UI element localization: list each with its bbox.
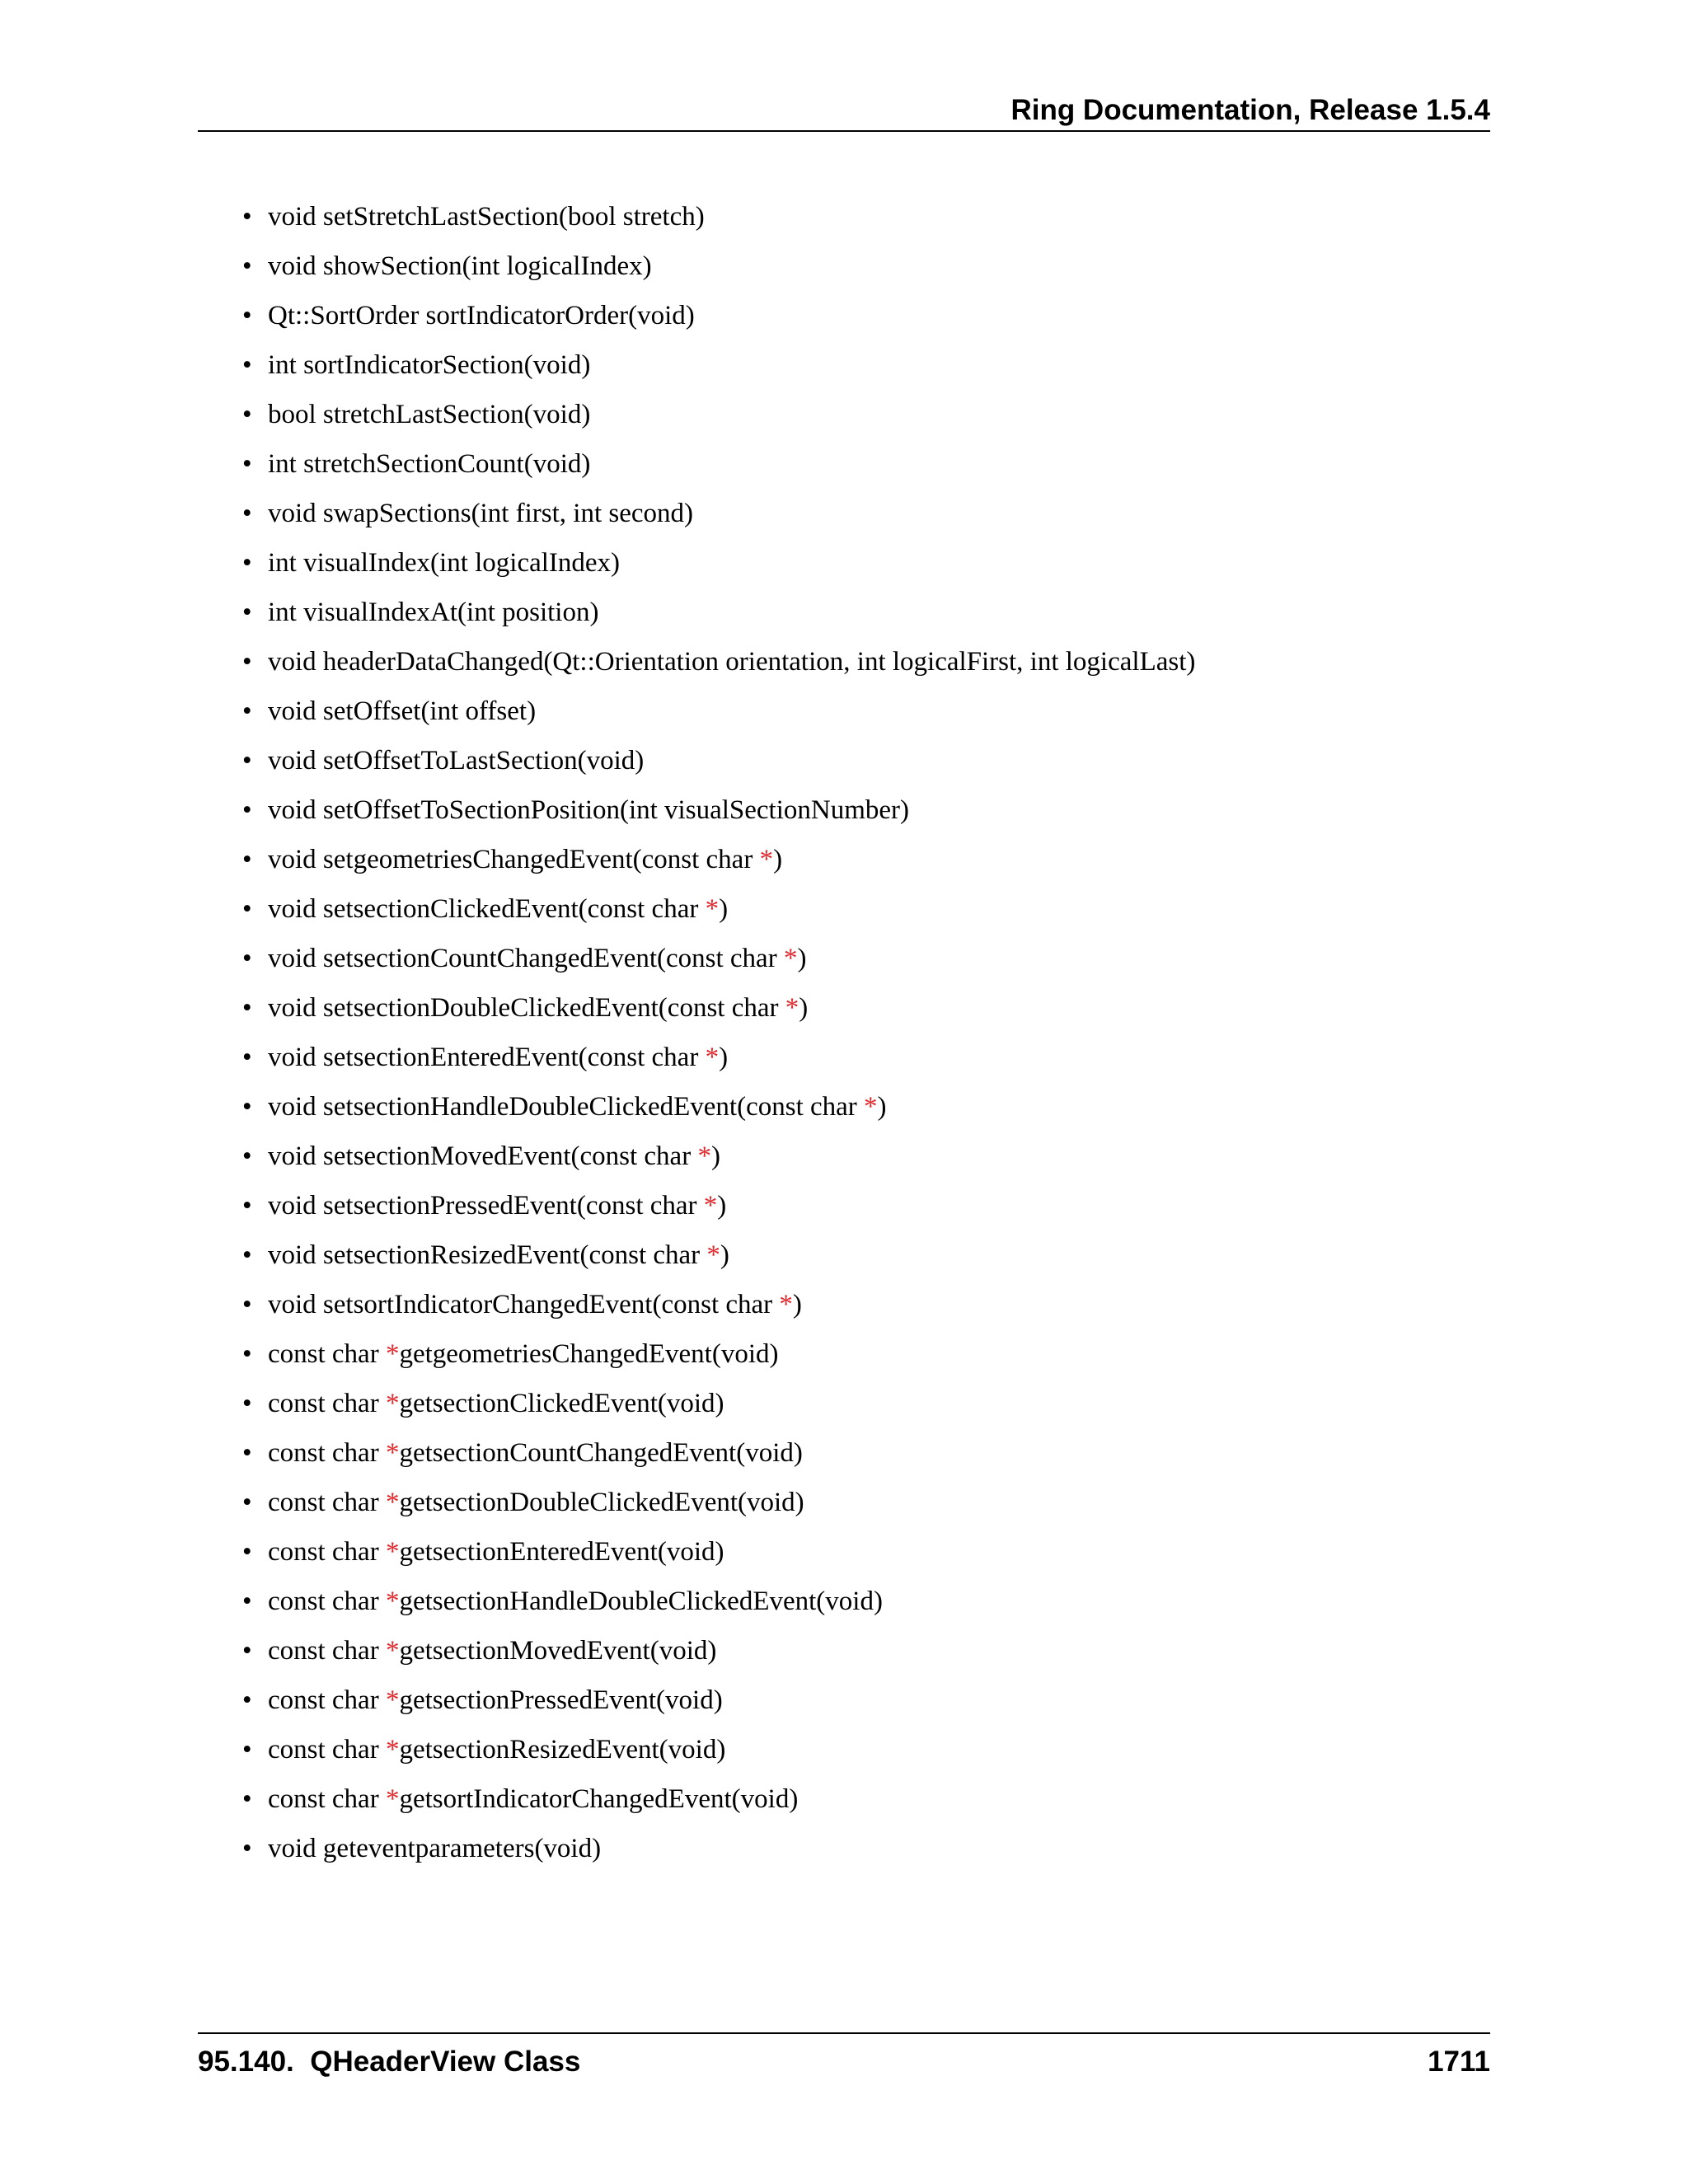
page-header <box>198 82 1490 132</box>
bullet-dot: • <box>242 1438 252 1468</box>
pointer-star: * <box>864 1092 878 1122</box>
bullet-dot: • <box>242 1092 252 1122</box>
method-signature-tail: ) <box>717 1191 727 1221</box>
method-signature-text: void setsectionClickedEvent(const char <box>268 894 706 924</box>
method-signature-tail: getsectionResizedEvent(void) <box>399 1735 726 1765</box>
method-list-item <box>239 1631 1195 1680</box>
bullet-dot: • <box>242 1685 252 1715</box>
method-signature-tail: getsectionCountChangedEvent(void) <box>399 1438 803 1468</box>
pointer-star: * <box>385 1735 400 1765</box>
method-list-item <box>239 741 1195 790</box>
bullet-dot: • <box>242 795 252 825</box>
bullet-dot: • <box>242 251 252 281</box>
method-signature-tail: ) <box>710 1141 720 1171</box>
method-signature-tail: ) <box>797 944 807 973</box>
method-signature-text: void headerDataChanged(Qt::Orientation orientation, int logicalFirst, int logicalLast) <box>268 647 1196 677</box>
method-signature-tail: getsectionEnteredEvent(void) <box>399 1537 724 1567</box>
method-signature-text: const char <box>268 1339 386 1369</box>
method-signature-text: const char <box>268 1735 386 1765</box>
pointer-star: * <box>783 944 798 973</box>
method-signature-text: void setOffsetToLastSection(void) <box>268 746 645 776</box>
method-signature-tail: ) <box>792 1290 802 1319</box>
method-signature-text: const char <box>268 1438 386 1468</box>
method-list-item <box>239 593 1195 642</box>
method-signature-text: const char <box>268 1389 386 1418</box>
bullet-dot: • <box>242 1735 252 1765</box>
method-list-item <box>239 1285 1195 1334</box>
bullet-dot: • <box>242 1784 252 1814</box>
method-list-item <box>239 1532 1195 1582</box>
method-signature-text: const char <box>268 1488 386 1517</box>
method-list-item <box>239 1730 1195 1779</box>
bullet-dot: • <box>242 1191 252 1221</box>
method-list-item <box>239 1384 1195 1433</box>
method-signature-text: void setOffsetToSectionPosition(int visualSectionNumber) <box>268 795 909 825</box>
bullet-dot: • <box>242 1389 252 1418</box>
method-signature-text: void setsectionDoubleClickedEvent(const char <box>268 993 785 1023</box>
method-list-item <box>239 296 1195 345</box>
method-signature-text: const char <box>268 1784 386 1814</box>
pointer-star: * <box>385 1784 400 1814</box>
method-signature-text: bool stretchLastSection(void) <box>268 400 591 429</box>
pointer-star: * <box>703 1191 718 1221</box>
bullet-dot: • <box>242 845 252 874</box>
method-signature-text: void setsectionMovedEvent(const char <box>268 1141 698 1171</box>
method-list-item <box>239 691 1195 741</box>
bullet-dot: • <box>242 1537 252 1567</box>
method-list-item <box>239 1334 1195 1384</box>
method-list-item <box>239 197 1195 246</box>
method-signature-tail: getsectionMovedEvent(void) <box>399 1636 717 1666</box>
method-signature-text: const char <box>268 1586 386 1616</box>
bullet-dot: • <box>242 746 252 776</box>
pointer-star: * <box>385 1488 400 1517</box>
method-signature-text: void setsectionResizedEvent(const char <box>268 1240 707 1270</box>
pointer-star: * <box>705 1043 720 1072</box>
method-signature-tail: ) <box>773 845 783 874</box>
method-list-item <box>239 494 1195 543</box>
pointer-star: * <box>385 1438 400 1468</box>
method-signature-text: int visualIndex(int logicalIndex) <box>268 548 621 578</box>
method-list-item <box>239 642 1195 691</box>
method-signature-tail: getsectionClickedEvent(void) <box>399 1389 724 1418</box>
method-signature-text: Qt::SortOrder sortIndicatorOrder(void) <box>268 301 695 330</box>
bullet-dot: • <box>242 1488 252 1517</box>
method-list-item <box>239 1137 1195 1186</box>
method-list-item <box>239 988 1195 1038</box>
method-signature-tail: getsectionDoubleClickedEvent(void) <box>399 1488 804 1517</box>
bullet-dot: • <box>242 1043 252 1072</box>
method-signature-text: void setStretchLastSection(bool stretch) <box>268 202 705 232</box>
bullet-dot: • <box>242 1339 252 1369</box>
bullet-dot: • <box>242 548 252 578</box>
method-signature-text: void setgeometriesChangedEvent(const char <box>268 845 760 874</box>
method-list-item <box>239 1779 1195 1829</box>
method-list-item <box>239 1829 1195 1878</box>
bullet-dot: • <box>242 1834 252 1863</box>
method-list-item <box>239 345 1195 395</box>
pointer-star: * <box>385 1339 400 1369</box>
bullet-dot: • <box>242 647 252 677</box>
page-number: 1711 <box>1428 2046 1490 2078</box>
pointer-star: * <box>385 1586 400 1616</box>
bullet-dot: • <box>242 1586 252 1616</box>
footer-section-title: 95.140. QHeaderView Class <box>198 2046 581 2078</box>
page-footer <box>198 2032 1490 2083</box>
bullet-dot: • <box>242 202 252 232</box>
method-list-item <box>239 1186 1195 1235</box>
bullet-dot: • <box>242 1141 252 1171</box>
method-signature-text: void showSection(int logicalIndex) <box>268 251 652 281</box>
method-signature-text: void setsectionCountChangedEvent(const char <box>268 944 784 973</box>
pointer-star: * <box>385 1685 400 1715</box>
method-signature-text: int sortIndicatorSection(void) <box>268 350 591 380</box>
method-signature-tail: ) <box>799 993 809 1023</box>
bullet-dot: • <box>242 993 252 1023</box>
pointer-star: * <box>706 1240 720 1270</box>
pointer-star: * <box>697 1141 711 1171</box>
method-signature-tail: ) <box>720 1240 729 1270</box>
method-list-item <box>239 790 1195 840</box>
method-signature-text: const char <box>268 1685 386 1715</box>
bullet-dot: • <box>242 696 252 726</box>
method-signature-tail: ) <box>877 1092 887 1122</box>
method-list-item <box>239 939 1195 988</box>
bullet-dot: • <box>242 499 252 528</box>
method-list-item <box>239 1038 1195 1087</box>
pointer-star: * <box>759 845 774 874</box>
method-signature-tail: getsectionHandleDoubleClickedEvent(void) <box>399 1586 883 1616</box>
method-signature-text: void setOffset(int offset) <box>268 696 537 726</box>
method-list-item <box>239 1235 1195 1285</box>
method-list-item <box>239 1087 1195 1137</box>
pointer-star: * <box>385 1389 400 1418</box>
method-signature-text: const char <box>268 1537 386 1567</box>
method-list-item <box>239 1433 1195 1483</box>
bullet-dot: • <box>242 301 252 330</box>
method-list-item <box>239 889 1195 939</box>
method-signature-tail: ) <box>719 1043 729 1072</box>
method-list <box>239 197 1195 1878</box>
method-signature-tail: getgeometriesChangedEvent(void) <box>399 1339 779 1369</box>
method-signature-text: void setsectionPressedEvent(const char <box>268 1191 704 1221</box>
method-signature-text: void setsectionHandleDoubleClickedEvent(const char <box>268 1092 865 1122</box>
pointer-star: * <box>385 1537 400 1567</box>
method-signature-text: void setsectionEnteredEvent(const char <box>268 1043 706 1072</box>
method-signature-text: int stretchSectionCount(void) <box>268 449 591 479</box>
bullet-dot: • <box>242 1290 252 1319</box>
method-signature-tail: ) <box>719 894 729 924</box>
pointer-star: * <box>785 993 799 1023</box>
bullet-dot: • <box>242 449 252 479</box>
bullet-dot: • <box>242 1240 252 1270</box>
method-signature-tail: getsectionPressedEvent(void) <box>399 1685 723 1715</box>
method-list-item <box>239 1483 1195 1532</box>
method-signature-text: const char <box>268 1636 386 1666</box>
method-signature-text: int visualIndexAt(int position) <box>268 598 599 627</box>
bullet-dot: • <box>242 1636 252 1666</box>
method-signature-text: void geteventparameters(void) <box>268 1834 602 1863</box>
bullet-dot: • <box>242 350 252 380</box>
method-signature-text: void setsortIndicatorChangedEvent(const char <box>268 1290 780 1319</box>
bullet-dot: • <box>242 944 252 973</box>
bullet-dot: • <box>242 894 252 924</box>
method-list-item <box>239 543 1195 593</box>
method-list-item <box>239 840 1195 889</box>
pointer-star: * <box>385 1636 400 1666</box>
method-list-item <box>239 1680 1195 1730</box>
method-list-item <box>239 395 1195 444</box>
method-list-item <box>239 1582 1195 1631</box>
pointer-star: * <box>779 1290 793 1319</box>
method-signature-text: void swapSections(int first, int second) <box>268 499 694 528</box>
pointer-star: * <box>705 894 720 924</box>
bullet-dot: • <box>242 598 252 627</box>
method-list-item <box>239 246 1195 296</box>
method-list-item <box>239 444 1195 494</box>
method-signature-tail: getsortIndicatorChangedEvent(void) <box>399 1784 799 1814</box>
header-title: Ring Documentation, Release 1.5.4 <box>1010 94 1490 126</box>
bullet-dot: • <box>242 400 252 429</box>
